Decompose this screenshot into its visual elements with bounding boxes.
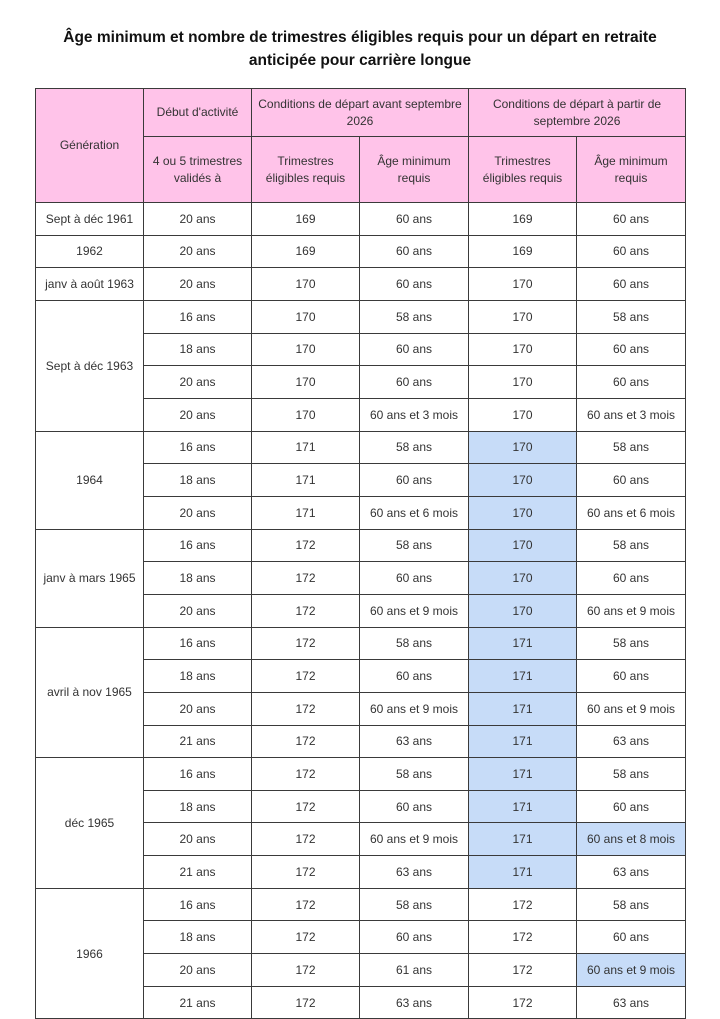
- debut-cell: 18 ans: [144, 464, 252, 497]
- age-avant-cell: 63 ans: [360, 986, 469, 1019]
- trimestres-apres-cell: 170: [469, 496, 577, 529]
- age-avant-cell: 60 ans et 9 mois: [360, 823, 469, 856]
- trimestres-avant-cell: 169: [252, 235, 360, 268]
- table-row: [36, 529, 686, 562]
- generation-cell: 1964: [36, 431, 144, 529]
- age-apres-cell: 63 ans: [577, 986, 686, 1019]
- age-apres-cell: 63 ans: [577, 725, 686, 758]
- debut-cell: 20 ans: [144, 398, 252, 431]
- trimestres-avant-cell: 171: [252, 464, 360, 497]
- table-row: [36, 758, 686, 791]
- age-apres-cell: 58 ans: [577, 300, 686, 333]
- debut-cell: 21 ans: [144, 986, 252, 1019]
- trimestres-apres-cell: 170: [469, 464, 577, 497]
- trimestres-avant-cell: 170: [252, 333, 360, 366]
- age-apres-cell: 60 ans: [577, 333, 686, 366]
- age-apres-cell: 60 ans: [577, 921, 686, 954]
- age-avant-cell: 58 ans: [360, 431, 469, 464]
- header-trimestres-avant: Trimestres éligibles requis: [252, 137, 360, 203]
- trimestres-avant-cell: 172: [252, 823, 360, 856]
- table-row: [36, 627, 686, 660]
- trimestres-apres-cell: 170: [469, 300, 577, 333]
- age-avant-cell: 58 ans: [360, 888, 469, 921]
- age-avant-cell: 58 ans: [360, 300, 469, 333]
- trimestres-apres-cell: 170: [469, 594, 577, 627]
- age-avant-cell: 61 ans: [360, 954, 469, 987]
- age-avant-cell: 60 ans: [360, 562, 469, 595]
- age-avant-cell: 60 ans: [360, 333, 469, 366]
- header-avant: Conditions de départ avant septembre 2026: [252, 89, 469, 137]
- debut-cell: 20 ans: [144, 692, 252, 725]
- trimestres-avant-cell: 170: [252, 366, 360, 399]
- age-apres-cell: 58 ans: [577, 758, 686, 791]
- age-apres-cell: 60 ans et 9 mois: [577, 954, 686, 987]
- page-title: Âge minimum et nombre de trimestres éligibles requis pour un départ en retraite anticipée pour carrière longue: [63, 29, 657, 69]
- debut-cell: 20 ans: [144, 366, 252, 399]
- age-apres-cell: 63 ans: [577, 856, 686, 889]
- debut-cell: 16 ans: [144, 888, 252, 921]
- debut-cell: 20 ans: [144, 823, 252, 856]
- trimestres-avant-cell: 170: [252, 300, 360, 333]
- age-avant-cell: 63 ans: [360, 725, 469, 758]
- age-avant-cell: 58 ans: [360, 529, 469, 562]
- debut-cell: 21 ans: [144, 725, 252, 758]
- age-avant-cell: 60 ans et 9 mois: [360, 692, 469, 725]
- age-apres-cell: 60 ans et 9 mois: [577, 594, 686, 627]
- debut-cell: 18 ans: [144, 921, 252, 954]
- age-apres-cell: 60 ans et 8 mois: [577, 823, 686, 856]
- trimestres-apres-cell: 169: [469, 235, 577, 268]
- age-apres-cell: 58 ans: [577, 529, 686, 562]
- age-apres-cell: 60 ans et 6 mois: [577, 496, 686, 529]
- generation-cell: Sept à déc 1963: [36, 300, 144, 431]
- trimestres-apres-cell: 170: [469, 398, 577, 431]
- trimestres-apres-cell: 169: [469, 203, 577, 236]
- header-trimestres-apres: Trimestres éligibles requis: [469, 137, 577, 203]
- age-avant-cell: 60 ans: [360, 235, 469, 268]
- header-age-apres: Âge minimum requis: [577, 137, 686, 203]
- age-avant-cell: 60 ans: [360, 203, 469, 236]
- age-apres-cell: 60 ans et 3 mois: [577, 398, 686, 431]
- age-avant-cell: 60 ans: [360, 366, 469, 399]
- age-apres-cell: 60 ans: [577, 268, 686, 301]
- generation-cell: déc 1965: [36, 758, 144, 889]
- trimestres-avant-cell: 171: [252, 431, 360, 464]
- age-apres-cell: 60 ans: [577, 235, 686, 268]
- trimestres-avant-cell: 172: [252, 725, 360, 758]
- trimestres-apres-cell: 170: [469, 366, 577, 399]
- age-avant-cell: 60 ans et 3 mois: [360, 398, 469, 431]
- trimestres-apres-cell: 170: [469, 529, 577, 562]
- trimestres-apres-cell: 170: [469, 562, 577, 595]
- age-avant-cell: 60 ans: [360, 464, 469, 497]
- generation-cell: Sept à déc 1961: [36, 203, 144, 236]
- header-debut-sub: 4 ou 5 trimestres validés à: [144, 137, 252, 203]
- trimestres-apres-cell: 171: [469, 692, 577, 725]
- debut-cell: 16 ans: [144, 300, 252, 333]
- generation-cell: 1966: [36, 888, 144, 1019]
- trimestres-avant-cell: 172: [252, 529, 360, 562]
- trimestres-avant-cell: 171: [252, 496, 360, 529]
- table-row: [36, 888, 686, 921]
- age-avant-cell: 63 ans: [360, 856, 469, 889]
- age-apres-cell: 58 ans: [577, 431, 686, 464]
- trimestres-apres-cell: 170: [469, 268, 577, 301]
- trimestres-avant-cell: 172: [252, 954, 360, 987]
- trimestres-apres-cell: 171: [469, 660, 577, 693]
- table-row: [36, 203, 686, 236]
- age-avant-cell: 60 ans et 6 mois: [360, 496, 469, 529]
- debut-cell: 20 ans: [144, 203, 252, 236]
- trimestres-apres-cell: 171: [469, 823, 577, 856]
- trimestres-apres-cell: 172: [469, 888, 577, 921]
- age-apres-cell: 60 ans: [577, 203, 686, 236]
- table-row: [36, 431, 686, 464]
- trimestres-avant-cell: 172: [252, 856, 360, 889]
- debut-cell: 20 ans: [144, 496, 252, 529]
- debut-cell: 18 ans: [144, 333, 252, 366]
- trimestres-apres-cell: 172: [469, 954, 577, 987]
- trimestres-apres-cell: 170: [469, 431, 577, 464]
- debut-cell: 16 ans: [144, 529, 252, 562]
- trimestres-avant-cell: 172: [252, 888, 360, 921]
- age-apres-cell: 58 ans: [577, 627, 686, 660]
- age-avant-cell: 60 ans: [360, 921, 469, 954]
- generation-cell: janv à mars 1965: [36, 529, 144, 627]
- retirement-table: [35, 88, 686, 1019]
- age-avant-cell: 60 ans et 9 mois: [360, 594, 469, 627]
- debut-cell: 18 ans: [144, 790, 252, 823]
- generation-cell: avril à nov 1965: [36, 627, 144, 758]
- header-age-avant: Âge minimum requis: [360, 137, 469, 203]
- trimestres-avant-cell: 172: [252, 921, 360, 954]
- age-apres-cell: 58 ans: [577, 888, 686, 921]
- debut-cell: 18 ans: [144, 562, 252, 595]
- table-row: [36, 235, 686, 268]
- trimestres-avant-cell: 172: [252, 758, 360, 791]
- age-apres-cell: 60 ans: [577, 790, 686, 823]
- generation-cell: 1962: [36, 235, 144, 268]
- debut-cell: 16 ans: [144, 627, 252, 660]
- debut-cell: 16 ans: [144, 758, 252, 791]
- age-avant-cell: 60 ans: [360, 268, 469, 301]
- trimestres-apres-cell: 171: [469, 725, 577, 758]
- age-avant-cell: 58 ans: [360, 627, 469, 660]
- trimestres-apres-cell: 170: [469, 333, 577, 366]
- debut-cell: 20 ans: [144, 268, 252, 301]
- age-apres-cell: 60 ans: [577, 464, 686, 497]
- trimestres-avant-cell: 172: [252, 986, 360, 1019]
- generation-cell: janv à août 1963: [36, 268, 144, 301]
- age-avant-cell: 60 ans: [360, 660, 469, 693]
- trimestres-apres-cell: 171: [469, 758, 577, 791]
- debut-cell: 21 ans: [144, 856, 252, 889]
- trimestres-apres-cell: 172: [469, 921, 577, 954]
- header-generation: Génération: [36, 89, 144, 203]
- trimestres-apres-cell: 172: [469, 986, 577, 1019]
- trimestres-apres-cell: 171: [469, 856, 577, 889]
- header-debut: Début d'activité: [144, 89, 252, 137]
- trimestres-avant-cell: 172: [252, 692, 360, 725]
- trimestres-avant-cell: 170: [252, 268, 360, 301]
- age-avant-cell: 58 ans: [360, 758, 469, 791]
- trimestres-avant-cell: 172: [252, 562, 360, 595]
- table-row: [36, 268, 686, 301]
- debut-cell: 18 ans: [144, 660, 252, 693]
- age-apres-cell: 60 ans et 9 mois: [577, 692, 686, 725]
- trimestres-avant-cell: 172: [252, 627, 360, 660]
- trimestres-avant-cell: 170: [252, 398, 360, 431]
- trimestres-avant-cell: 172: [252, 594, 360, 627]
- trimestres-avant-cell: 169: [252, 203, 360, 236]
- age-apres-cell: 60 ans: [577, 660, 686, 693]
- trimestres-apres-cell: 171: [469, 627, 577, 660]
- trimestres-avant-cell: 172: [252, 790, 360, 823]
- debut-cell: 20 ans: [144, 594, 252, 627]
- age-avant-cell: 60 ans: [360, 790, 469, 823]
- debut-cell: 16 ans: [144, 431, 252, 464]
- debut-cell: 20 ans: [144, 235, 252, 268]
- age-apres-cell: 60 ans: [577, 366, 686, 399]
- trimestres-apres-cell: 171: [469, 790, 577, 823]
- table-body: [36, 203, 686, 1019]
- debut-cell: 20 ans: [144, 954, 252, 987]
- table-row: [36, 300, 686, 333]
- age-apres-cell: 60 ans: [577, 562, 686, 595]
- trimestres-avant-cell: 172: [252, 660, 360, 693]
- header-apres: Conditions de départ à partir de septembre 2026: [469, 89, 686, 137]
